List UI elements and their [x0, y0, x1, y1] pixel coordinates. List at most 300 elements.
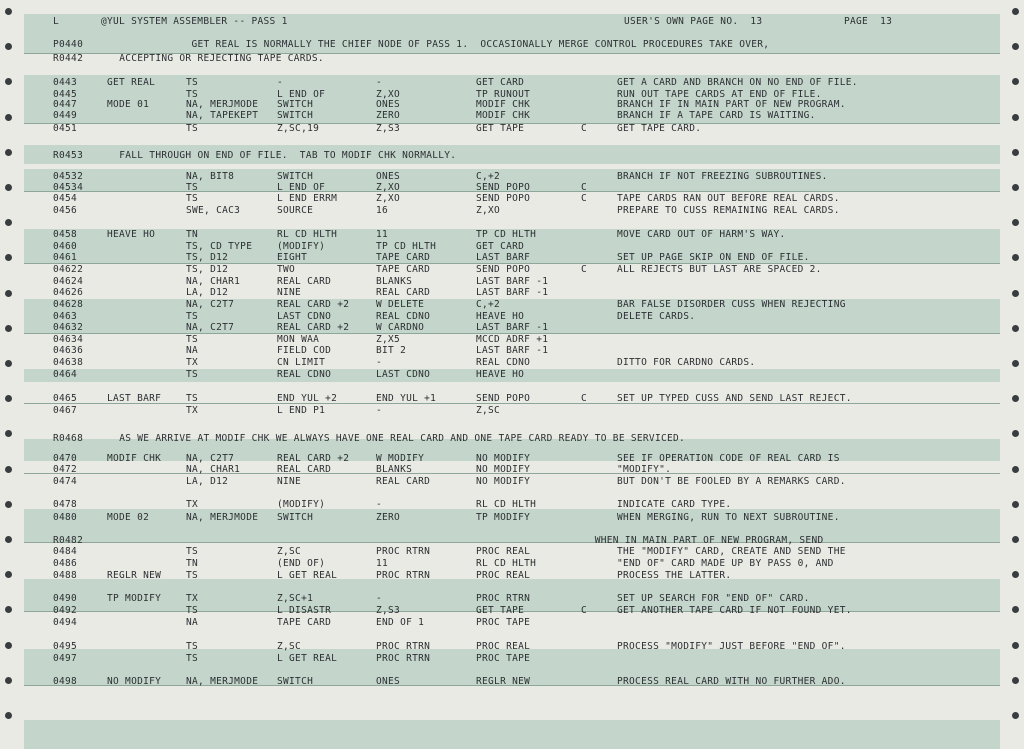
field-comment: MOVE CARD OUT OF HARM'S WAY.: [617, 229, 786, 240]
field-a1: REAL CDNO: [277, 369, 332, 380]
instruction-line: [24, 558, 1000, 569]
field-comment: BUT DON'T BE FOOLED BY A REMARKS CARD.: [617, 476, 846, 487]
tractor-hole: [1012, 536, 1019, 543]
field-op: TS: [186, 182, 199, 193]
remark-line: [24, 433, 1000, 444]
field-op: NA, MERJMODE: [186, 512, 259, 523]
tractor-hole: [5, 149, 12, 156]
field-a1: FIELD COD: [277, 345, 332, 356]
field-op: TS, D12: [186, 264, 229, 275]
instruction-line: [24, 287, 1000, 298]
field-a1: L END ERRM: [277, 193, 338, 204]
field-loc: 0488: [53, 570, 78, 581]
field-a3: SEND POPO: [476, 182, 531, 193]
instruction-line: [24, 171, 1000, 182]
field-a1: L END P1: [277, 405, 326, 416]
tractor-hole: [1012, 290, 1019, 297]
field-a3: TP MODIFY: [476, 512, 531, 523]
field-op: TS: [186, 193, 199, 204]
field-a2: Z,X5: [376, 334, 401, 345]
field-a1: RL CD HLTH: [277, 229, 338, 240]
field-op: TS: [186, 123, 199, 134]
field-flag: C: [581, 123, 588, 134]
field-op: TS: [186, 605, 199, 616]
field-a2: PROC RTRN: [376, 653, 431, 664]
field-loc: 04534: [53, 182, 84, 193]
field-a2: ZERO: [376, 110, 401, 121]
field-a3: GET TAPE: [476, 123, 525, 134]
tractor-hole: [5, 677, 12, 684]
instruction-line: [24, 252, 1000, 263]
field-a1: CN LIMIT: [277, 357, 326, 368]
field-a1: SWITCH: [277, 512, 314, 523]
tractor-hole: [1012, 184, 1019, 191]
field-a2: 11: [376, 558, 389, 569]
field-comment: DELETE CARDS.: [617, 311, 696, 322]
field-a2: 16: [376, 205, 389, 216]
field-op: NA: [186, 617, 199, 628]
field-a1: SWITCH: [277, 676, 314, 687]
field-comment: WHEN MERGING, RUN TO NEXT SUBROUTINE.: [617, 512, 840, 523]
field-comment: SET UP SEARCH FOR "END OF" CARD.: [617, 593, 810, 604]
field-a1: TWO: [277, 264, 296, 275]
field-a1: MON WAA: [277, 334, 320, 345]
field-loc: 0454: [53, 193, 78, 204]
remark-line: [24, 150, 1000, 161]
instruction-line: [24, 617, 1000, 628]
remark-line: [24, 39, 1000, 50]
field-label: GET REAL: [107, 77, 156, 88]
field-a2: END YUL +1: [376, 393, 437, 404]
field-loc: 0470: [53, 453, 78, 464]
field-op: NA, CHAR1: [186, 276, 241, 287]
field-flag: C: [581, 393, 588, 404]
field-comment: "END OF" CARD MADE UP BY PASS 0, AND: [617, 558, 834, 569]
field-a1: SWITCH: [277, 99, 314, 110]
field-label: MODE 01: [107, 99, 150, 110]
tractor-hole: [1012, 642, 1019, 649]
field-comment: PROCESS REAL CARD WITH NO FURTHER ADO.: [617, 676, 846, 687]
field-a1: REAL CARD +2: [277, 322, 350, 333]
instruction-line: [24, 229, 1000, 240]
field-flag: C: [581, 193, 588, 204]
field-a3: LAST BARF -1: [476, 287, 549, 298]
instruction-line: [24, 605, 1000, 616]
field-loc: 0495: [53, 641, 78, 652]
field-op: TS: [186, 570, 199, 581]
field-op: LA, D12: [186, 476, 229, 487]
field-comment: GET A CARD AND BRANCH ON NO END OF FILE.: [617, 77, 858, 88]
field-op: NA, C2T7: [186, 322, 235, 333]
field-a2: ONES: [376, 171, 401, 182]
field-loc: 0497: [53, 653, 78, 664]
field-a3: LAST BARF -1: [476, 276, 549, 287]
field-a3: MCCD ADRF +1: [476, 334, 549, 345]
tractor-hole: [1012, 677, 1019, 684]
tractor-hole: [1012, 254, 1019, 261]
field-label: MODIF CHK: [107, 453, 162, 464]
field-a1: REAL CARD: [277, 276, 332, 287]
field-flag: C: [581, 605, 588, 616]
field-loc: 0464: [53, 369, 78, 380]
field-a2: ONES: [376, 676, 401, 687]
field-comment: SET UP PAGE SKIP ON END OF FILE.: [617, 252, 810, 263]
field-loc: 0456: [53, 205, 78, 216]
field-a1: Z,SC,19: [277, 123, 320, 134]
field-a3: PROC RTRN: [476, 593, 531, 604]
field-a3: MODIF CHK: [476, 99, 531, 110]
field-loc: 04628: [53, 299, 84, 310]
field-op: TN: [186, 558, 199, 569]
field-comment: ALL REJECTS BUT LAST ARE SPACED 2.: [617, 264, 822, 275]
instruction-line: [24, 193, 1000, 204]
field-loc: 0463: [53, 311, 78, 322]
field-a3: NO MODIFY: [476, 464, 531, 475]
field-a2: TAPE CARD: [376, 264, 431, 275]
field-a3: GET CARD: [476, 77, 525, 88]
field-loc: 0461: [53, 252, 78, 263]
tractor-hole: [1012, 395, 1019, 402]
instruction-line: [24, 205, 1000, 216]
field-a3: PROC REAL: [476, 570, 531, 581]
field-a2: TP CD HLTH: [376, 241, 437, 252]
field-op: TX: [186, 357, 199, 368]
tractor-hole: [1012, 114, 1019, 121]
field-a2: Z,XO: [376, 182, 401, 193]
field-a2: -: [376, 357, 383, 368]
field-a2: Z,XO: [376, 89, 401, 100]
instruction-line: [24, 405, 1000, 416]
tractor-hole: [5, 642, 12, 649]
field-op: TS: [186, 369, 199, 380]
field-op: TS: [186, 89, 199, 100]
instruction-line: [24, 512, 1000, 523]
field-op: TS: [186, 546, 199, 557]
field-a3: Z,XO: [476, 205, 501, 216]
field-op: NA, C2T7: [186, 299, 235, 310]
field-a3: NO MODIFY: [476, 476, 531, 487]
field-comment: SET UP TYPED CUSS AND SEND LAST REJECT.: [617, 393, 852, 404]
field-a1: END YUL +2: [277, 393, 338, 404]
field-loc: 0458: [53, 229, 78, 240]
header-line: [24, 16, 1000, 27]
instruction-line: [24, 357, 1000, 368]
tractor-hole: [5, 501, 12, 508]
field-loc: 0460: [53, 241, 78, 252]
field-comment: DITTO FOR CARDNO CARDS.: [617, 357, 756, 368]
field-comment: GET ANOTHER TAPE CARD IF NOT FOUND YET.: [617, 605, 852, 616]
field-op: TS, CD TYPE: [186, 241, 253, 252]
field-a2: Z,XO: [376, 193, 401, 204]
tractor-hole: [5, 430, 12, 437]
field-comment: BRANCH IF NOT FREEZING SUBROUTINES.: [617, 171, 828, 182]
field-comment: SEE IF OPERATION CODE OF REAL CARD IS: [617, 453, 840, 464]
field-a3: SEND POPO: [476, 193, 531, 204]
field-a1: SWITCH: [277, 171, 314, 182]
field-a1: Z,SC: [277, 546, 302, 557]
field-a1: REAL CARD: [277, 464, 332, 475]
printout-paper: [24, 0, 1000, 749]
instruction-line: [24, 641, 1000, 652]
instruction-line: [24, 264, 1000, 275]
tractor-hole: [5, 78, 12, 85]
tractor-hole: [1012, 149, 1019, 156]
field-a2: TAPE CARD: [376, 252, 431, 263]
field-a2: PROC RTRN: [376, 546, 431, 557]
field-a2: W CARDNO: [376, 322, 425, 333]
field-a3: PROC TAPE: [476, 617, 531, 628]
instruction-line: [24, 345, 1000, 356]
field-a1: L END OF: [277, 182, 326, 193]
tractor-hole: [1012, 360, 1019, 367]
field-op: NA, C2T7: [186, 453, 235, 464]
field-loc: 04622: [53, 264, 84, 275]
field-comment: BRANCH IF IN MAIN PART OF NEW PROGRAM.: [617, 99, 846, 110]
field-a2: REAL CARD: [376, 287, 431, 298]
field-op: TX: [186, 499, 199, 510]
tractor-hole: [5, 360, 12, 367]
instruction-line: [24, 476, 1000, 487]
remark-line: [24, 53, 1000, 64]
field-a1: SOURCE: [277, 205, 314, 216]
field-flag: C: [581, 182, 588, 193]
remark-text: P0440 GET REAL IS NORMALLY THE CHIEF NODE OF PASS 1. OCCASIONALLY MERGE CONTROL PROCEDURES TAKE OVER,: [53, 39, 770, 50]
field-label: LAST BARF: [107, 393, 162, 404]
instruction-line: [24, 464, 1000, 475]
header-title: @YUL SYSTEM ASSEMBLER -- PASS 1: [101, 16, 288, 27]
field-a3: SEND POPO: [476, 393, 531, 404]
tractor-hole: [1012, 466, 1019, 473]
field-op: TS: [186, 641, 199, 652]
field-op: SWE, CAC3: [186, 205, 241, 216]
field-op: NA: [186, 345, 199, 356]
instruction-line: [24, 570, 1000, 581]
field-op: TS: [186, 77, 199, 88]
instruction-line: [24, 77, 1000, 88]
instruction-line: [24, 676, 1000, 687]
field-a1: EIGHT: [277, 252, 308, 263]
field-a2: BLANKS: [376, 276, 413, 287]
field-a1: REAL CARD +2: [277, 453, 350, 464]
tractor-hole: [5, 219, 12, 226]
tractor-hole: [5, 290, 12, 297]
field-a1: Z,SC: [277, 641, 302, 652]
field-a3: MODIF CHK: [476, 110, 531, 121]
instruction-line: [24, 453, 1000, 464]
field-a3: TP CD HLTH: [476, 229, 537, 240]
field-loc: 0449: [53, 110, 78, 121]
field-label: NO MODIFY: [107, 676, 162, 687]
field-op: TS: [186, 311, 199, 322]
remark-text: R0482 WHEN IN MAIN PART OF NEW PROGRAM, SEND: [53, 535, 824, 546]
field-loc: 0447: [53, 99, 78, 110]
field-op: NA, TAPEKEPT: [186, 110, 259, 121]
field-op: LA, D12: [186, 287, 229, 298]
remark-text: R0442 ACCEPTING OR REJECTING TAPE CARDS.: [53, 53, 324, 64]
header-user-page: USER'S OWN PAGE NO. 13: [624, 16, 763, 27]
field-a1: (MODIFY): [277, 241, 326, 252]
field-comment: PROCESS "MODIFY" JUST BEFORE "END OF".: [617, 641, 846, 652]
field-comment: RUN OUT TAPE CARDS AT END OF FILE.: [617, 89, 822, 100]
header-page: PAGE 13: [844, 16, 893, 27]
field-a3: SEND POPO: [476, 264, 531, 275]
tractor-hole: [5, 114, 12, 121]
field-op: TS, D12: [186, 252, 229, 263]
tractor-hole: [5, 536, 12, 543]
field-a2: REAL CARD: [376, 476, 431, 487]
field-a2: REAL CDNO: [376, 311, 431, 322]
tractor-hole: [5, 712, 12, 719]
field-op: TN: [186, 229, 199, 240]
tractor-hole: [1012, 430, 1019, 437]
instruction-line: [24, 311, 1000, 322]
left-tractor-holes: [0, 0, 22, 749]
field-comment: PROCESS THE LATTER.: [617, 570, 732, 581]
field-loc: 0474: [53, 476, 78, 487]
field-loc: 0486: [53, 558, 78, 569]
field-loc: 04634: [53, 334, 84, 345]
field-a1: (MODIFY): [277, 499, 326, 510]
tractor-hole: [5, 571, 12, 578]
field-comment: GET TAPE CARD.: [617, 123, 702, 134]
field-op: TS: [186, 393, 199, 404]
field-loc: 04626: [53, 287, 84, 298]
field-a3: PROC REAL: [476, 546, 531, 557]
field-loc: 04638: [53, 357, 84, 368]
field-a1: NINE: [277, 476, 302, 487]
field-a2: W MODIFY: [376, 453, 425, 464]
field-comment: BAR FALSE DISORDER CUSS WHEN REJECTING: [617, 299, 846, 310]
field-a1: Z,SC+1: [277, 593, 314, 604]
tractor-hole: [5, 8, 12, 15]
instruction-line: [24, 123, 1000, 134]
field-a2: 11: [376, 229, 389, 240]
field-a2: PROC RTRN: [376, 641, 431, 652]
field-op: TX: [186, 405, 199, 416]
field-a3: REAL CDNO: [476, 357, 531, 368]
instruction-line: [24, 241, 1000, 252]
field-a2: ZERO: [376, 512, 401, 523]
field-op: NA, BIT8: [186, 171, 235, 182]
field-loc: 0494: [53, 617, 78, 628]
field-a3: GET CARD: [476, 241, 525, 252]
field-loc: 04532: [53, 171, 84, 182]
instruction-line: [24, 99, 1000, 110]
tractor-hole: [1012, 325, 1019, 332]
field-comment: PREPARE TO CUSS REMAINING REAL CARDS.: [617, 205, 840, 216]
field-label: MODE 02: [107, 512, 150, 523]
field-a2: END OF 1: [376, 617, 425, 628]
field-loc: 0472: [53, 464, 78, 475]
field-a3: PROC REAL: [476, 641, 531, 652]
field-a2: PROC RTRN: [376, 570, 431, 581]
field-comment: TAPE CARDS RAN OUT BEFORE REAL CARDS.: [617, 193, 840, 204]
header-label-l: L: [53, 16, 60, 27]
field-a1: SWITCH: [277, 110, 314, 121]
tractor-hole: [1012, 501, 1019, 508]
tractor-hole: [5, 325, 12, 332]
field-a2: LAST CDNO: [376, 369, 431, 380]
field-loc: 0492: [53, 605, 78, 616]
field-loc: 0451: [53, 123, 78, 134]
field-a1: TAPE CARD: [277, 617, 332, 628]
field-op: TX: [186, 593, 199, 604]
field-loc: 0467: [53, 405, 78, 416]
field-a3: RL CD HLTH: [476, 499, 537, 510]
field-a3: NO MODIFY: [476, 453, 531, 464]
instruction-line: [24, 393, 1000, 404]
field-op: NA, CHAR1: [186, 464, 241, 475]
instruction-line: [24, 546, 1000, 557]
field-a2: BIT 2: [376, 345, 407, 356]
field-a2: -: [376, 499, 383, 510]
field-a3: TP RUNOUT: [476, 89, 531, 100]
field-a2: -: [376, 77, 383, 88]
field-a2: -: [376, 405, 383, 416]
field-a3: LAST BARF: [476, 252, 531, 263]
field-op: NA, MERJMODE: [186, 676, 259, 687]
field-loc: 0465: [53, 393, 78, 404]
field-loc: 0445: [53, 89, 78, 100]
field-comment: THE "MODIFY" CARD, CREATE AND SEND THE: [617, 546, 846, 557]
field-a3: LAST BARF -1: [476, 322, 549, 333]
field-flag: C: [581, 264, 588, 275]
field-loc: 0484: [53, 546, 78, 557]
remark-text: R0468 AS WE ARRIVE AT MODIF CHK WE ALWAYS HAVE ONE REAL CARD AND ONE TAPE CARD READY TO BE SERVICED.: [53, 433, 686, 444]
field-label: HEAVE HO: [107, 229, 156, 240]
field-op: TS: [186, 653, 199, 664]
field-loc: 0478: [53, 499, 78, 510]
field-op: NA, MERJMODE: [186, 99, 259, 110]
field-a1: L END OF: [277, 89, 326, 100]
instruction-line: [24, 110, 1000, 121]
field-a1: NINE: [277, 287, 302, 298]
tractor-hole: [1012, 606, 1019, 613]
instruction-line: [24, 334, 1000, 345]
tractor-hole: [5, 43, 12, 50]
field-a2: BLANKS: [376, 464, 413, 475]
instruction-line: [24, 499, 1000, 510]
field-comment: "MODIFY".: [617, 464, 672, 475]
field-a3: HEAVE HO: [476, 369, 525, 380]
field-a3: GET TAPE: [476, 605, 525, 616]
field-a3: HEAVE HO: [476, 311, 525, 322]
field-a2: Z,S3: [376, 123, 401, 134]
instruction-line: [24, 299, 1000, 310]
tractor-hole: [1012, 8, 1019, 15]
field-comment: BRANCH IF A TAPE CARD IS WAITING.: [617, 110, 816, 121]
field-a2: W DELETE: [376, 299, 425, 310]
field-label: TP MODIFY: [107, 593, 162, 604]
instruction-line: [24, 653, 1000, 664]
instruction-line: [24, 369, 1000, 380]
field-a3: REGLR NEW: [476, 676, 531, 687]
tractor-hole: [5, 184, 12, 191]
remark-text: R0453 FALL THROUGH ON END OF FILE. TAB TO MODIF CHK NORMALLY.: [53, 150, 457, 161]
field-a3: Z,SC: [476, 405, 501, 416]
field-loc: 0443: [53, 77, 78, 88]
field-op: TS: [186, 334, 199, 345]
field-a1: L GET REAL: [277, 570, 338, 581]
instruction-line: [24, 276, 1000, 287]
field-loc: 04632: [53, 322, 84, 333]
tractor-hole: [1012, 712, 1019, 719]
field-a1: L DISASTR: [277, 605, 332, 616]
field-a2: ONES: [376, 99, 401, 110]
tractor-hole: [1012, 571, 1019, 578]
field-loc: 04624: [53, 276, 84, 287]
tractor-hole: [5, 606, 12, 613]
